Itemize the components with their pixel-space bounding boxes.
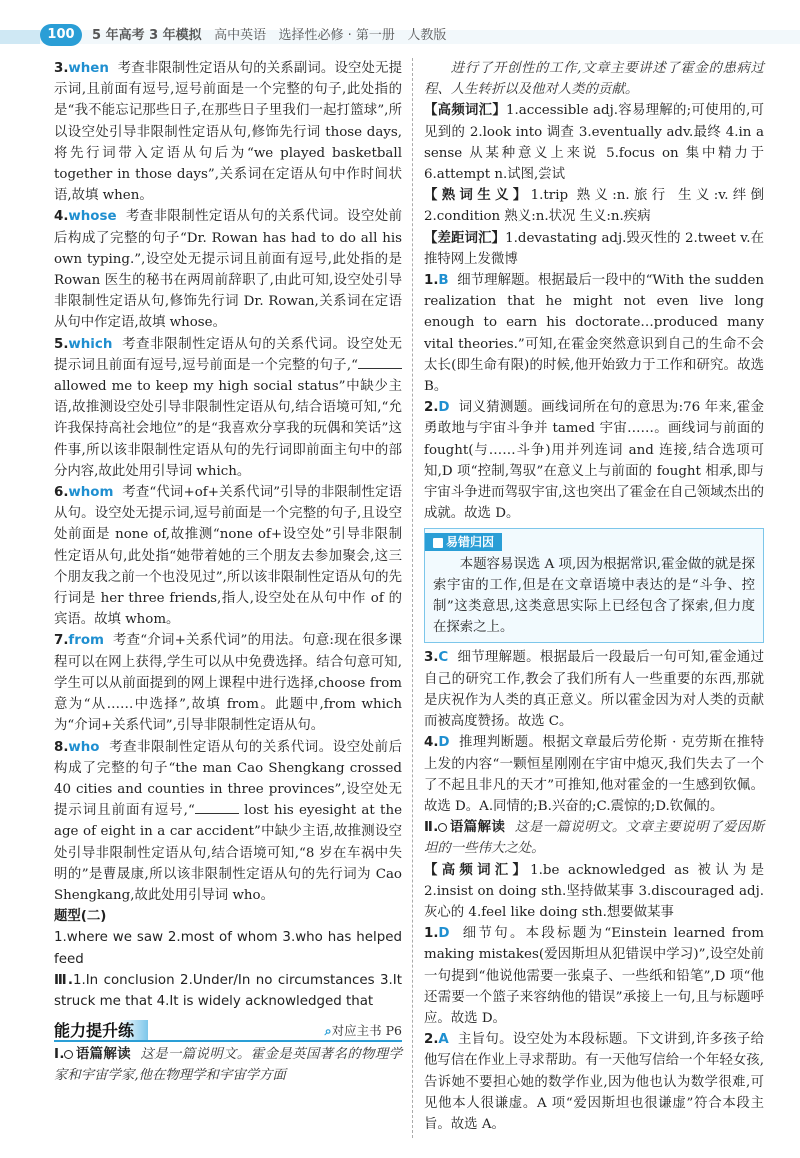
book-volume: 选择性必修 · 第一册 xyxy=(278,28,395,43)
passage-label: Ⅰ. xyxy=(54,1047,65,1063)
ability-title: 能力提升练 xyxy=(54,1020,148,1041)
seven-choose-item-2 xyxy=(424,1029,764,1135)
item-number: 8. xyxy=(54,739,69,755)
answer-item-5 xyxy=(54,334,402,482)
item-number: 2. xyxy=(424,1032,439,1048)
answer-key: D xyxy=(438,735,450,751)
item-number: 7. xyxy=(54,633,69,649)
explanation: 考查“介词+关系代词”的用法。句意:现在很多课程可以在网上获得,学生可以从中免费选择。结合句意可知,学生可以从前面提到的网上课程中进行选择,choose from 意为“从……中选择”,故填 from。此题中,from which 为“介词+关系代词”,引导非限制性定语从句。 xyxy=(54,633,402,734)
reference-text: 对应主书 P6 xyxy=(331,1023,402,1039)
vocab-text: 1.be acknowledged as 被认为是 2.insist on doing sth.坚持做某事 3.discouraged adj.灰心的 4.feel like doing sth.想要做某事 xyxy=(424,862,764,920)
answer-key: D xyxy=(438,926,450,942)
explanation: 细节理解题。根据最后一段最后一句可知,霍金通过自己的研究工作,教会了我们所有人一些重要的东西,那就是庆祝作为人类的真正意义。所以霍金因为对人类的贡献而被高度赞扬。故选 C。 xyxy=(424,650,764,730)
explanation: 考查非限制性定语从句的关系代词。设空处前后构成了完整的句子“Dr. Rowan has had to do all his own typing.”,设空处无提示词且前面有逗号,此处指的是 Rowan 医生的秘书在两周前辞职了,由此可知,设空处引导非限制性定语从句,修饰先行词 Dr. Rowan,关系词在定语从句中作定语,故填 whose。 xyxy=(54,209,403,331)
vocab-label: 【高频词汇】 xyxy=(424,861,531,878)
blank-line xyxy=(358,357,402,369)
answer-key: D xyxy=(438,400,450,416)
explanation-cont: allowed me to keep my high social status”中缺少主语,故推测设空处引导非限制性定语从句,结合语境可知,“允许我保持高社会地位”的是“我喜欢分享我的玩偶和笑话”这件事,所以该非限制性定语从句的先行词即前面主句中的部分内容,故此处用引导词 which。 xyxy=(54,379,402,479)
vocab-gap xyxy=(424,228,764,270)
book-icon xyxy=(433,538,443,548)
explanation: 考查非限制性定语从句的关系代词。设空处前后构成了完整的句子“the man Cao Shengkang crossed 40 cities and counties in three provinces”,设空处无提示词且前面有逗号,“ xyxy=(54,739,403,819)
answer-key: whose xyxy=(68,209,117,225)
item-number: 6. xyxy=(54,485,69,501)
search-icon: ⌕ xyxy=(324,1023,332,1039)
answer-item-8 xyxy=(54,737,402,907)
item-number: 1. xyxy=(424,273,439,289)
passage-text: 这是一篇说明文。文章主要说明了爱因斯坦的一些伟大之处。 xyxy=(424,820,765,857)
reading-item-2 xyxy=(424,397,764,524)
type2-answers xyxy=(54,927,402,969)
passage1-summary xyxy=(54,1044,402,1086)
explanation: 考查非限制性定语从句的关系副词。设空处无提示词,且前面有逗号,逗号前面是一个完整的句子,此处指的是“我不能忘记那些日子,在那些日子里我们一起打篮球”,所以设空处引导非限制性定语从句,修饰先行词 those days,将先行词带入定语从句后为“we played basketball together in those days”,关系词在定语从句中作时间状语,故填 when。 xyxy=(54,61,403,204)
section3-answers xyxy=(54,970,402,1012)
vocab-label: 【高频词汇】 xyxy=(424,102,507,119)
answer-key: whom xyxy=(68,485,114,501)
type2-title: 题型(二) xyxy=(54,909,107,925)
explanation: 主旨句。设空处为本段标题。下文讲到,许多孩子给他写信在作业上寻求帮助。有一天他写信给一个年轻女孩,告诉她不要担心她的数学作业,因为他也认为数学很难,可见他本人很谦虚。A 项“爱因斯坦也很谦虚”符合本段主旨。故选 A。 xyxy=(424,1032,764,1132)
reading-item-1 xyxy=(424,270,764,397)
answer-key: C xyxy=(438,650,449,666)
passage1-summary-cont: 进行了开创性的工作,文章主要讲述了霍金的患病过程、人生转折以及他对人类的贡献。 xyxy=(424,61,764,98)
explanation: 推理判断题。根据文章最后劳伦斯 · 克劳斯在推特上发的内容“一颗恒星刚刚在宇宙中熄灭,我们失去了一个了不起且非凡的天才”可推知,他对霍金的一生感到钦佩。故选 D。A.同情的;B.兴奋的;C.震惊的;D.钦佩的。 xyxy=(424,735,764,814)
answer-key: when xyxy=(68,61,109,76)
answer-key: who xyxy=(68,739,100,755)
passage2-summary xyxy=(424,817,764,859)
explanation: 词义猜测题。画线词所在句的意思为:76 年来,霍金勇敢地与宇宙斗争并 tamed 宇宙……。画线词与前面的 fought(与……斗争)用并列连词 and 连接,结合选项可知,D 项“控制,驾驭”在意义上与前面的 fought 相承,即与宇宙斗争进而驾驭宇宙,这也突出了霍金在自己领域杰出的成就。故选 D。 xyxy=(424,400,765,522)
passage-label: Ⅱ. xyxy=(424,820,439,836)
explanation: 考查非限制性定语从句的关系代词。设空处无提示词且前面有逗号,逗号前面是一个完整的句子,“ xyxy=(54,336,402,373)
ability-section-header xyxy=(54,1018,402,1044)
item-number: 1. xyxy=(424,926,439,942)
page-header xyxy=(0,0,800,46)
error-analysis-box xyxy=(424,528,764,643)
answer-item-4 xyxy=(54,206,402,333)
explanation: 细节理解题。根据最后一段中的“With the sudden realization that he might not even live long enough to earn his doctorate…produced many vital theories.”可知,在霍金突然意识到自己的生命不会太长(即生命有限)的时候,他开始致力于工作和研究。故选 B。 xyxy=(424,273,764,395)
item-number: 4. xyxy=(424,735,439,751)
book-subject: 高中英语 xyxy=(214,28,267,43)
explanation-cont: lost his eyesight at the age of eight in a car accident”中缺少主语,故推测设空处引导非限制性定语从句,结合语境可知,“8 岁在车祸中失明的”是曹晟康,所以该非限制性定语从句的先行词为 Cao Shengkang,故此处用引导词 who。 xyxy=(54,803,402,903)
seven-choose-item-1 xyxy=(424,923,764,1029)
answer-key: B xyxy=(438,273,449,289)
section3-label: Ⅲ. xyxy=(54,972,73,988)
item-number: 3. xyxy=(54,61,69,76)
item-number: 2. xyxy=(424,400,439,416)
vocab-familiar-new xyxy=(424,185,764,227)
item-number: 5. xyxy=(54,336,69,352)
item-number: 3. xyxy=(424,650,439,666)
answer-key: from xyxy=(68,633,104,649)
page-number: 100 xyxy=(40,24,82,46)
answer-key: which xyxy=(68,336,113,352)
answer-key: A xyxy=(438,1032,449,1048)
vocab-label: 【熟词生义】 xyxy=(424,187,531,204)
error-analysis-label xyxy=(425,533,502,551)
book-edition: 人教版 xyxy=(407,28,447,43)
error-label-text: 易错归因 xyxy=(446,535,495,550)
vocab-text: 1.trip 熟义:n.旅行 生义:v.绊倒 2.condition 熟义:n.状况 生义:n.疾病 xyxy=(424,188,765,225)
item-number: 4. xyxy=(54,209,69,225)
answer-item-7 xyxy=(54,630,402,736)
explanation: 考查“代词+of+关系代词”引导的非限制性定语从句。设空处无提示词,逗号前面是一个完整的句子,且设空处前面是 none of,故推测“none of+设空处”引导非限制性定语从句,此处指“她带着她的三个朋友去参加聚会,这三个朋友我之前一个也没见过”,所以该非限制性定语从句的先行词是 her three friends,指人,设空处在从句中作 of 的宾语。故填 whom。 xyxy=(54,485,402,628)
reading-item-4 xyxy=(424,732,764,817)
right-column xyxy=(424,58,764,1135)
vocab-high-frequency xyxy=(424,100,764,185)
vocab-text: 1.accessible adj.容易理解的;可使用的,可见到的 2.look into 调查 3.eventually adv.最终 4.in a sense 从某种意义上来说 5.focus on 集中精力于 6.attempt n.试图,尝试 xyxy=(424,103,765,183)
radio-icon xyxy=(438,823,447,832)
left-column xyxy=(54,58,402,1087)
type2-items: 1.where we saw 2.most of whom 3.who has helped feed xyxy=(54,930,402,967)
blank-line xyxy=(195,802,239,814)
main-book-reference xyxy=(325,1020,402,1041)
vocab-high-frequency-2 xyxy=(424,860,764,924)
answer-item-3 xyxy=(54,58,402,206)
book-brand: 5 年高考 3 年模拟 xyxy=(92,28,202,43)
running-head xyxy=(92,25,446,46)
passage-tag: 语篇解读 xyxy=(449,819,506,836)
column-divider xyxy=(412,58,413,1138)
vocab-text: 1.devastating adj.毁灭性的 2.tweet v.在推特网上发微博 xyxy=(424,230,765,267)
answer-item-6 xyxy=(54,482,402,630)
radio-icon xyxy=(64,1050,73,1059)
passage-tag: 语篇解读 xyxy=(75,1046,132,1063)
vocab-label: 【差距词汇】 xyxy=(424,229,506,246)
explanation: 细节句。本段标题为“Einstein learned from making mistakes(爱因斯坦从犯错误中学习)”,设空处前一句提到“他说他需要一张桌子、一些纸和铅笔”,D 项“他还需要一个篮子来容纳他的错误”承接上一句,且与标题呼应。故选 D。 xyxy=(424,926,764,1026)
error-analysis-text: 本题容易误选 A 项,因为根据常识,霍金做的就是探索宇宙的工作,但是在文章语境中表达的是“斗争、控制”这类意思,这类意思实际上已经包含了探索,但力度在探索之上。 xyxy=(433,556,755,636)
section3-text: 1.In conclusion 2.Under/In no circumstances 3.It struck me that 4.It is widely acknowledged that xyxy=(54,972,403,1009)
passage-text: 这是一篇说明文。霍金是英国著名的物理学家和宇宙学家,他在物理学和宇宙学方面 xyxy=(54,1047,403,1084)
reading-item-3 xyxy=(424,647,764,732)
